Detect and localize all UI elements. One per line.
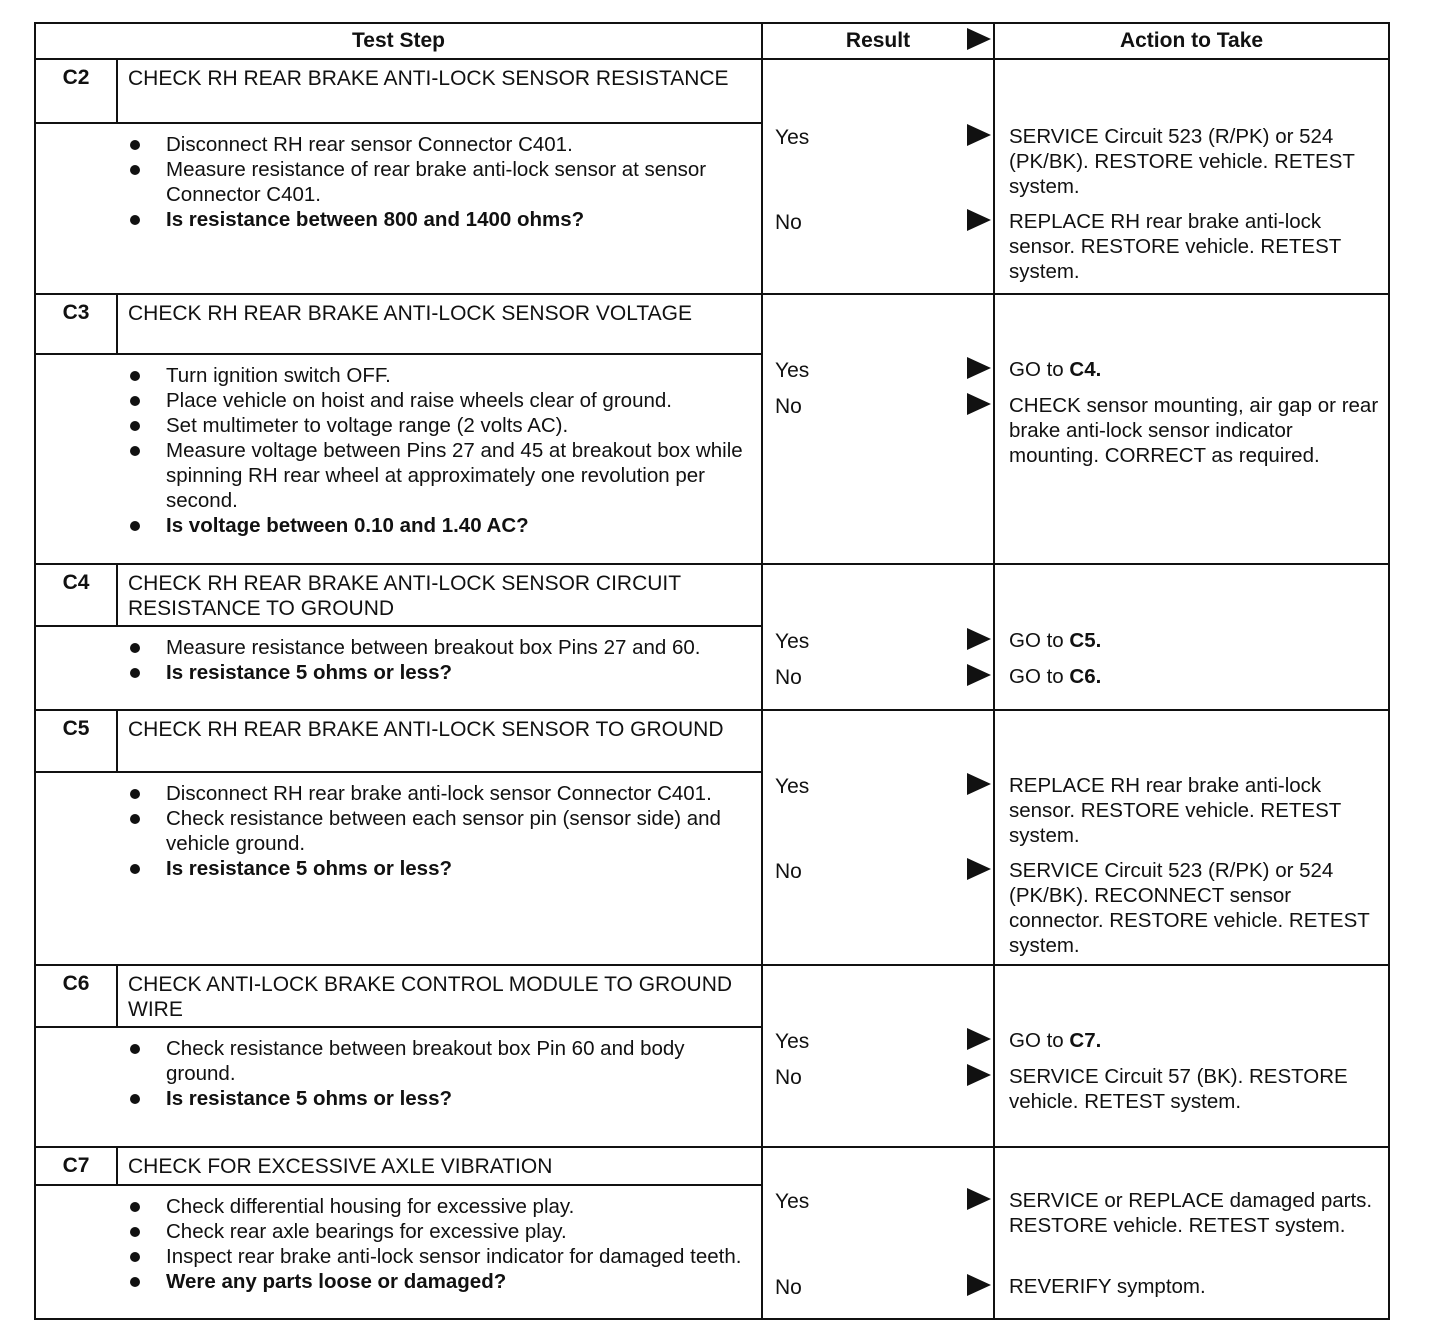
step-bullets [118,627,761,693]
action-no [1009,664,1386,689]
step-bullets [118,355,761,546]
bullet-question: Is resistance between 800 and 1400 ohms? [118,207,751,232]
step-id: C2 [36,60,118,122]
bullet-item: Measure resistance between breakout box Pins 27 and 60. [118,635,751,660]
arrow-right-icon [967,1064,991,1086]
result-yes: Yes [775,1030,810,1053]
result-no: No [775,1066,802,1089]
bullet-question: Is voltage between 0.10 and 1.40 AC? [118,513,751,538]
result-no: No [775,211,802,234]
step-id: C3 [36,295,118,353]
result-yes: Yes [775,126,810,149]
bullet-item: Check rear axle bearings for excessive play. [118,1219,751,1244]
bullet-item: Measure resistance of rear brake anti-lock sensor at sensor Connector C401. [118,157,751,207]
arrow-right-icon [967,124,991,146]
action-yes [1009,1028,1386,1053]
bullet-item: Check differential housing for excessive play. [118,1194,751,1219]
result-cell [762,1147,994,1319]
action-text: GO to [1009,665,1070,688]
bullet-question: Were any parts loose or damaged? [118,1269,751,1294]
arrow-right-icon [967,393,991,415]
bullet-question: Is resistance 5 ohms or less? [118,1086,751,1111]
header-result-label: Result [845,29,911,52]
step-cell [35,710,762,965]
step-title: CHECK RH REAR BRAKE ANTI-LOCK SENSOR RESISTANCE [128,67,729,90]
action-yes: SERVICE or REPLACE damaged parts. RESTORE vehicle. RETEST system. [1009,1189,1373,1237]
step-cell [35,564,762,710]
step-reference: C4. [1069,358,1102,381]
action-no: REVERIFY symptom. [1009,1275,1206,1298]
step-bullets [118,1028,761,1119]
step-cell [35,1147,762,1319]
action-no: REPLACE RH rear brake anti-lock sensor. RESTORE vehicle. RETEST system. [1009,210,1341,283]
bullet-item: Set multimeter to voltage range (2 volts AC). [118,413,751,438]
action-yes [1009,628,1386,653]
result-cell [762,59,994,294]
step-cell [35,965,762,1147]
bullet-question: Is resistance 5 ohms or less? [118,856,751,881]
arrow-right-icon [967,1188,991,1210]
result-no: No [775,395,802,418]
step-row-c3 [35,294,1389,564]
result-yes: Yes [775,630,810,653]
action-text: GO to [1009,629,1070,652]
arrow-right-icon [967,209,991,231]
action-cell [994,965,1389,1147]
result-cell [762,564,994,710]
result-cell [762,710,994,965]
action-cell [994,1147,1389,1319]
result-cell [762,294,994,564]
action-no: SERVICE Circuit 57 (BK). RESTORE vehicle. RETEST system. [1009,1065,1348,1113]
step-id: C4 [36,565,118,625]
step-reference: C7. [1069,1029,1102,1052]
action-yes: REPLACE RH rear brake anti-lock sensor. RESTORE vehicle. RETEST system. [1009,774,1341,847]
step-bullets [118,773,761,889]
header-action: Action to Take [994,23,1389,59]
step-id: C7 [36,1148,118,1184]
step-id: C5 [36,711,118,771]
result-yes: Yes [775,359,810,382]
action-cell [994,564,1389,710]
arrow-right-icon [967,1028,991,1050]
action-no: CHECK sensor mounting, air gap or rear brake anti-lock sensor indicator mounting. CORRECT as required. [1009,394,1379,467]
result-yes: Yes [775,1190,810,1213]
bullet-item: Place vehicle on hoist and raise wheels clear of ground. [118,388,751,413]
bullet-question: Is resistance 5 ohms or less? [118,660,751,685]
step-title: CHECK RH REAR BRAKE ANTI-LOCK SENSOR VOLTAGE [128,302,693,325]
action-cell [994,294,1389,564]
header-result [762,23,994,59]
action-yes [1009,357,1386,382]
bullet-item: Check resistance between each sensor pin (sensor side) and vehicle ground. [118,806,751,856]
step-bullets [118,1186,761,1302]
arrow-right-icon [967,858,991,880]
arrow-right-icon [967,773,991,795]
header-test-step: Test Step [35,23,762,59]
step-id: C6 [36,966,118,1026]
result-no: No [775,1276,802,1299]
bullet-item: Measure voltage between Pins 27 and 45 at breakout box while spinning RH rear wheel at approximately one revolution per second. [118,438,751,513]
step-bullets [118,124,761,240]
step-reference: C5. [1069,629,1102,652]
step-title: CHECK ANTI-LOCK BRAKE CONTROL MODULE TO GROUND WIRE [128,973,733,1021]
result-no: No [775,860,802,883]
step-title: CHECK RH REAR BRAKE ANTI-LOCK SENSOR CIRCUIT RESISTANCE TO GROUND [128,572,681,620]
step-title: CHECK RH REAR BRAKE ANTI-LOCK SENSOR TO GROUND [128,718,724,741]
bullet-item: Check resistance between breakout box Pin 60 and body ground. [118,1036,751,1086]
arrow-right-icon [967,664,991,686]
arrow-right-icon [967,628,991,650]
bullet-item: Disconnect RH rear sensor Connector C401. [118,132,751,157]
step-reference: C6. [1069,665,1102,688]
bullet-item: Turn ignition switch OFF. [118,363,751,388]
action-cell [994,710,1389,965]
step-row-c2 [35,59,1389,294]
arrow-right-icon [967,1274,991,1296]
diagnostic-table [34,22,1390,1320]
diagnostic-table-sheet [34,22,1386,1320]
arrow-right-icon [967,357,991,379]
step-row-c6 [35,965,1389,1147]
bullet-item: Inspect rear brake anti-lock sensor indicator for damaged teeth. [118,1244,751,1269]
bullet-item: Disconnect RH rear brake anti-lock sensor Connector C401. [118,781,751,806]
step-row-c5 [35,710,1389,965]
step-cell [35,294,762,564]
action-text: GO to [1009,358,1070,381]
action-no: SERVICE Circuit 523 (R/PK) or 524 (PK/BK). RECONNECT sensor connector. RESTORE vehicle. RETEST system. [1009,859,1370,957]
arrow-right-icon [967,28,991,50]
result-no: No [775,666,802,689]
step-row-c7 [35,1147,1389,1319]
action-text: GO to [1009,1029,1070,1052]
step-title: CHECK FOR EXCESSIVE AXLE VIBRATION [128,1155,553,1178]
step-cell [35,59,762,294]
step-row-c4 [35,564,1389,710]
result-yes: Yes [775,775,810,798]
action-cell [994,59,1389,294]
result-cell [762,965,994,1147]
action-yes: SERVICE Circuit 523 (R/PK) or 524 (PK/BK). RESTORE vehicle. RETEST system. [1009,125,1355,198]
